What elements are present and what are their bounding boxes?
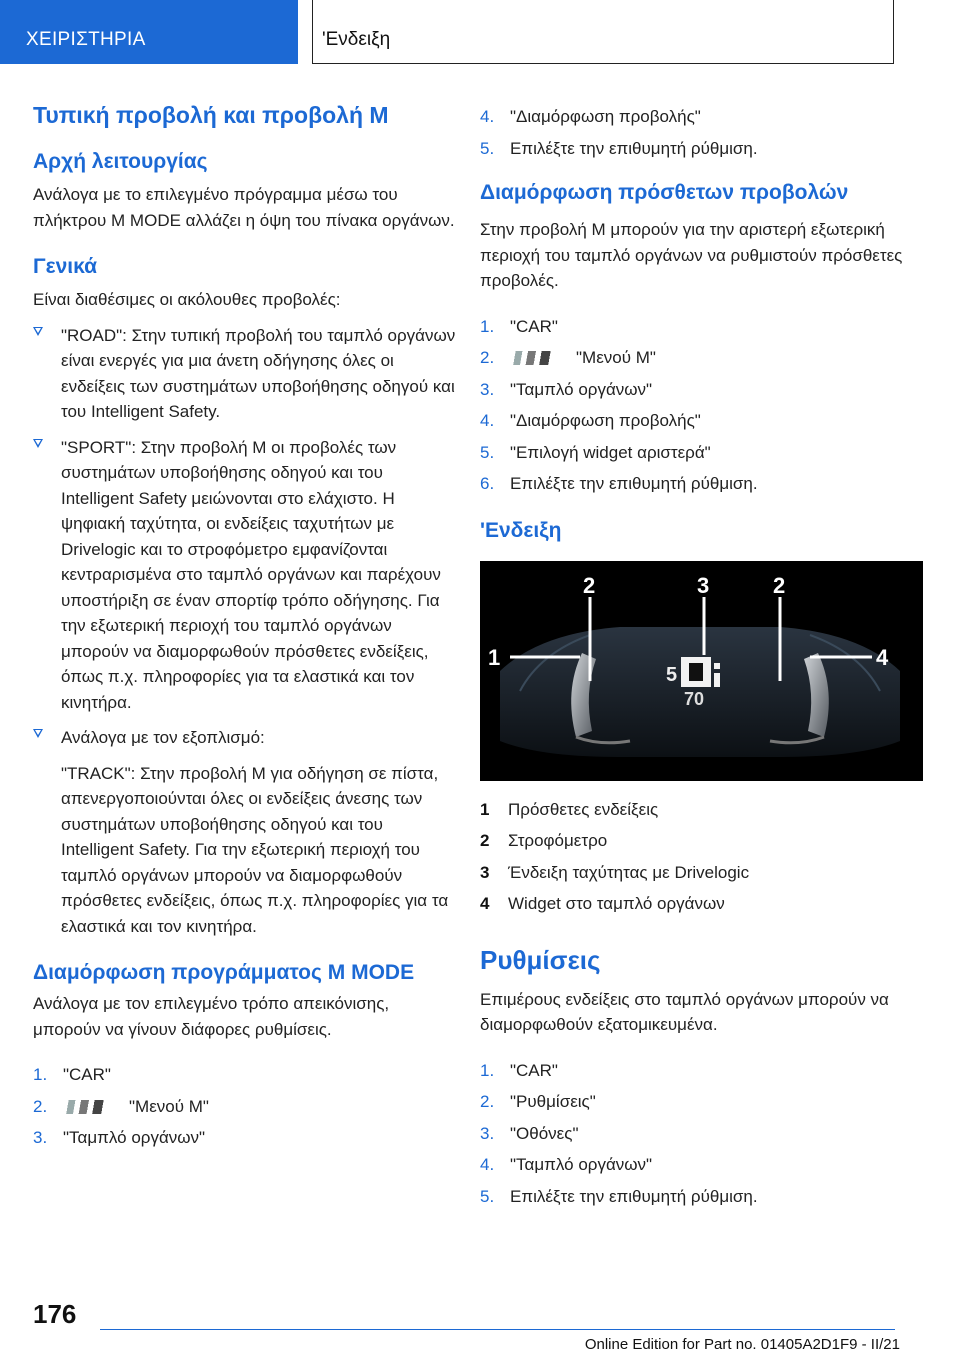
settings-steps	[480, 1058, 916, 1210]
callout-3: 3	[697, 572, 710, 598]
list-item: 5. "Επιλογή widget αριστερά"	[480, 442, 711, 462]
list-item: 3 Ένδειξη ταχύτητας με Drivelogic	[480, 862, 750, 882]
principle-heading: Αρχή λειτουργίας	[33, 150, 208, 173]
list-item: 2. "Μενού M"	[33, 1096, 209, 1116]
header-chapter-label: 'Ενδειξη	[322, 29, 391, 50]
general-heading: Γενικά	[33, 255, 98, 278]
triangle-bullet-icon	[33, 327, 43, 336]
list-item: 4 Widget στο ταμπλό οργάνων	[480, 894, 725, 913]
speed-readout: 70	[684, 688, 705, 709]
general-intro: Είναι διαθέσιμες οι ακόλουθες προβολές:	[33, 290, 341, 309]
right-column	[480, 104, 916, 1223]
list-item: 1 Πρόσθετες ενδείξεις	[480, 799, 659, 819]
list-item: 2 Στροφόμετρο	[480, 831, 608, 850]
callout-2-left: 2	[583, 572, 596, 598]
footer-divider	[100, 1329, 895, 1330]
additional-steps	[480, 314, 916, 497]
list-item: 4. "Διαμόρφωση προβολής"	[480, 411, 701, 430]
callout-2-right: 2	[773, 572, 786, 598]
list-item: 1. "CAR"	[480, 1060, 558, 1080]
section-title: Τυπική προβολή και προβολή M	[33, 102, 389, 128]
list-item: 1. "CAR"	[480, 316, 558, 336]
principle-text: Ανάλογα με το επιλεγμένο πρόγραμμα μέσω του πλήκτρου M MODE αλλάζει η όψη του πίνακα οργάνων.	[33, 185, 455, 230]
track-text: "TRACK": Στην προβολή M για οδήγηση σε πίστα, απενεργοποιούνται όλες οι ενδείξεις άνεσης των συστημάτων υποβοήθησης οδηγού και του Intelligent Safety. Για την εξωτερική περιοχή του ταμπλό οργάνων μπορούν να διαμορφωθούν πρόσθετες ενδείξεις, όπως π.χ. πληροφορίες για τα ελαστικά και τον κινητήρα.	[61, 763, 449, 936]
list-item: 4. "Ταμπλό οργάνων"	[480, 1155, 653, 1174]
mmode-steps	[33, 1062, 457, 1151]
list-item: 5. Επιλέξτε την επιθυμητή ρύθμιση.	[480, 138, 758, 158]
cluster-legend	[480, 797, 916, 917]
display-heading: 'Ενδειξη	[480, 518, 562, 542]
settings-heading: Ρυθμίσεις	[480, 944, 601, 975]
list-item: 2. "Ρυθμίσεις"	[480, 1092, 596, 1111]
list-item: "ROAD": Στην τυπική προβολή του ταμπλό οργάνων είναι ενεργές για μια άνετη οδήγησης όλες οι ενδείξεις των συστημάτων υποβοήθησης οδηγού και του Intelligent Safety.	[33, 323, 457, 425]
list-item: 6. Επιλέξτε την επιθυμητή ρύθμιση.	[480, 474, 758, 493]
header-section-label: ΧΕΙΡΙΣΤΗΡΙΑ	[26, 29, 146, 50]
additional-heading: Διαμόρφωση πρόσθετων προβολών	[480, 181, 849, 204]
list-item: 3. "Ταμπλό οργάνων"	[480, 379, 653, 399]
m-menu-icon	[510, 351, 564, 365]
list-item: 5. Επιλέξτε την επιθυμητή ρύθμιση.	[480, 1186, 758, 1206]
m-menu-icon	[63, 1100, 117, 1114]
list-item: "SPORT": Στην προβολή M οι προβολές των συστημάτων υποβοήθησης οδηγού και του Intelligent Safety μειώνονται στο ελάχιστο. Η ψηφιακή ταχύτητα, οι ενδείξεις ταχυτήτων με Drivelogic και το στροφόμετρο εμφανίζονται κεντραρισμένα στο ταμπλό οργάνων και παρέχουν υποστήριξη σε έναν σπορτίφ τρόπο οδήγησης. Για την εξωτερική περιοχή του ταμπλό οργάνων μπορούν να διαμορφωθούν πρόσθετες ενδείξεις, όπως π.χ. πληροφορίες για τα ελαστικά και τον κινητήρα.	[33, 435, 457, 716]
additional-text: Στην προβολή M μπορούν για την αριστερή εξωτερική περιοχή του ταμπλό οργάνων να ρυθμιστούν πρόσθετες προβολές.	[480, 220, 903, 290]
mmode-steps-continued	[480, 104, 916, 161]
callout-4: 4	[876, 644, 889, 670]
edition-text: Online Edition for Part no. 01405A2D1F9 - II/21	[584, 1336, 900, 1353]
left-column	[33, 100, 457, 1165]
settings-text: Επιμέρους ενδείξεις στο ταμπλό οργάνων μπορούν να διαμορφωθούν εξατομικευμένα.	[480, 989, 889, 1034]
gear-label: 5	[666, 663, 678, 686]
instrument-cluster-image	[480, 561, 923, 781]
list-item: 1. "CAR"	[33, 1065, 111, 1084]
triangle-bullet-icon	[33, 439, 43, 448]
header-chapter-tab[interactable]	[312, 0, 894, 64]
list-item: 2. "Μενού M"	[480, 348, 656, 367]
mmode-heading: Διαμόρφωση προγράμματος M MODE	[33, 961, 415, 984]
mmode-text: Ανάλογα με τον επιλεγμένο τρόπο απεικόνισης, μπορούν να γίνουν διάφορες ρυθμίσεις.	[33, 994, 390, 1039]
list-item: 4. "Διαμόρφωση προβολής"	[480, 107, 701, 126]
page-number: 176	[33, 1299, 77, 1329]
view-list	[33, 323, 457, 940]
header-section-tab[interactable]	[0, 0, 298, 64]
callout-1: 1	[488, 644, 501, 670]
list-item: Ανάλογα με τον εξοπλισμό: "TRACK": Στην προβολή M για οδήγηση σε πίστα, απενεργοποιούνται όλες οι ενδείξεις άνεσης των συστημάτων υποβοήθησης οδηγού και του Intelligent Safety. Για την εξωτερική περιοχή του ταμπλό οργάνων μπορούν να διαμορφωθούν πρόσθετες ενδείξεις, όπως π.χ. πληροφορίες για τα ελαστικά και τον κινητήρα.	[33, 725, 457, 939]
list-item: 3. "Οθόνες"	[480, 1123, 579, 1143]
instrument-cluster-graphic	[480, 561, 923, 781]
triangle-bullet-icon	[33, 729, 43, 738]
list-item: 3. "Ταμπλό οργάνων"	[33, 1128, 206, 1147]
